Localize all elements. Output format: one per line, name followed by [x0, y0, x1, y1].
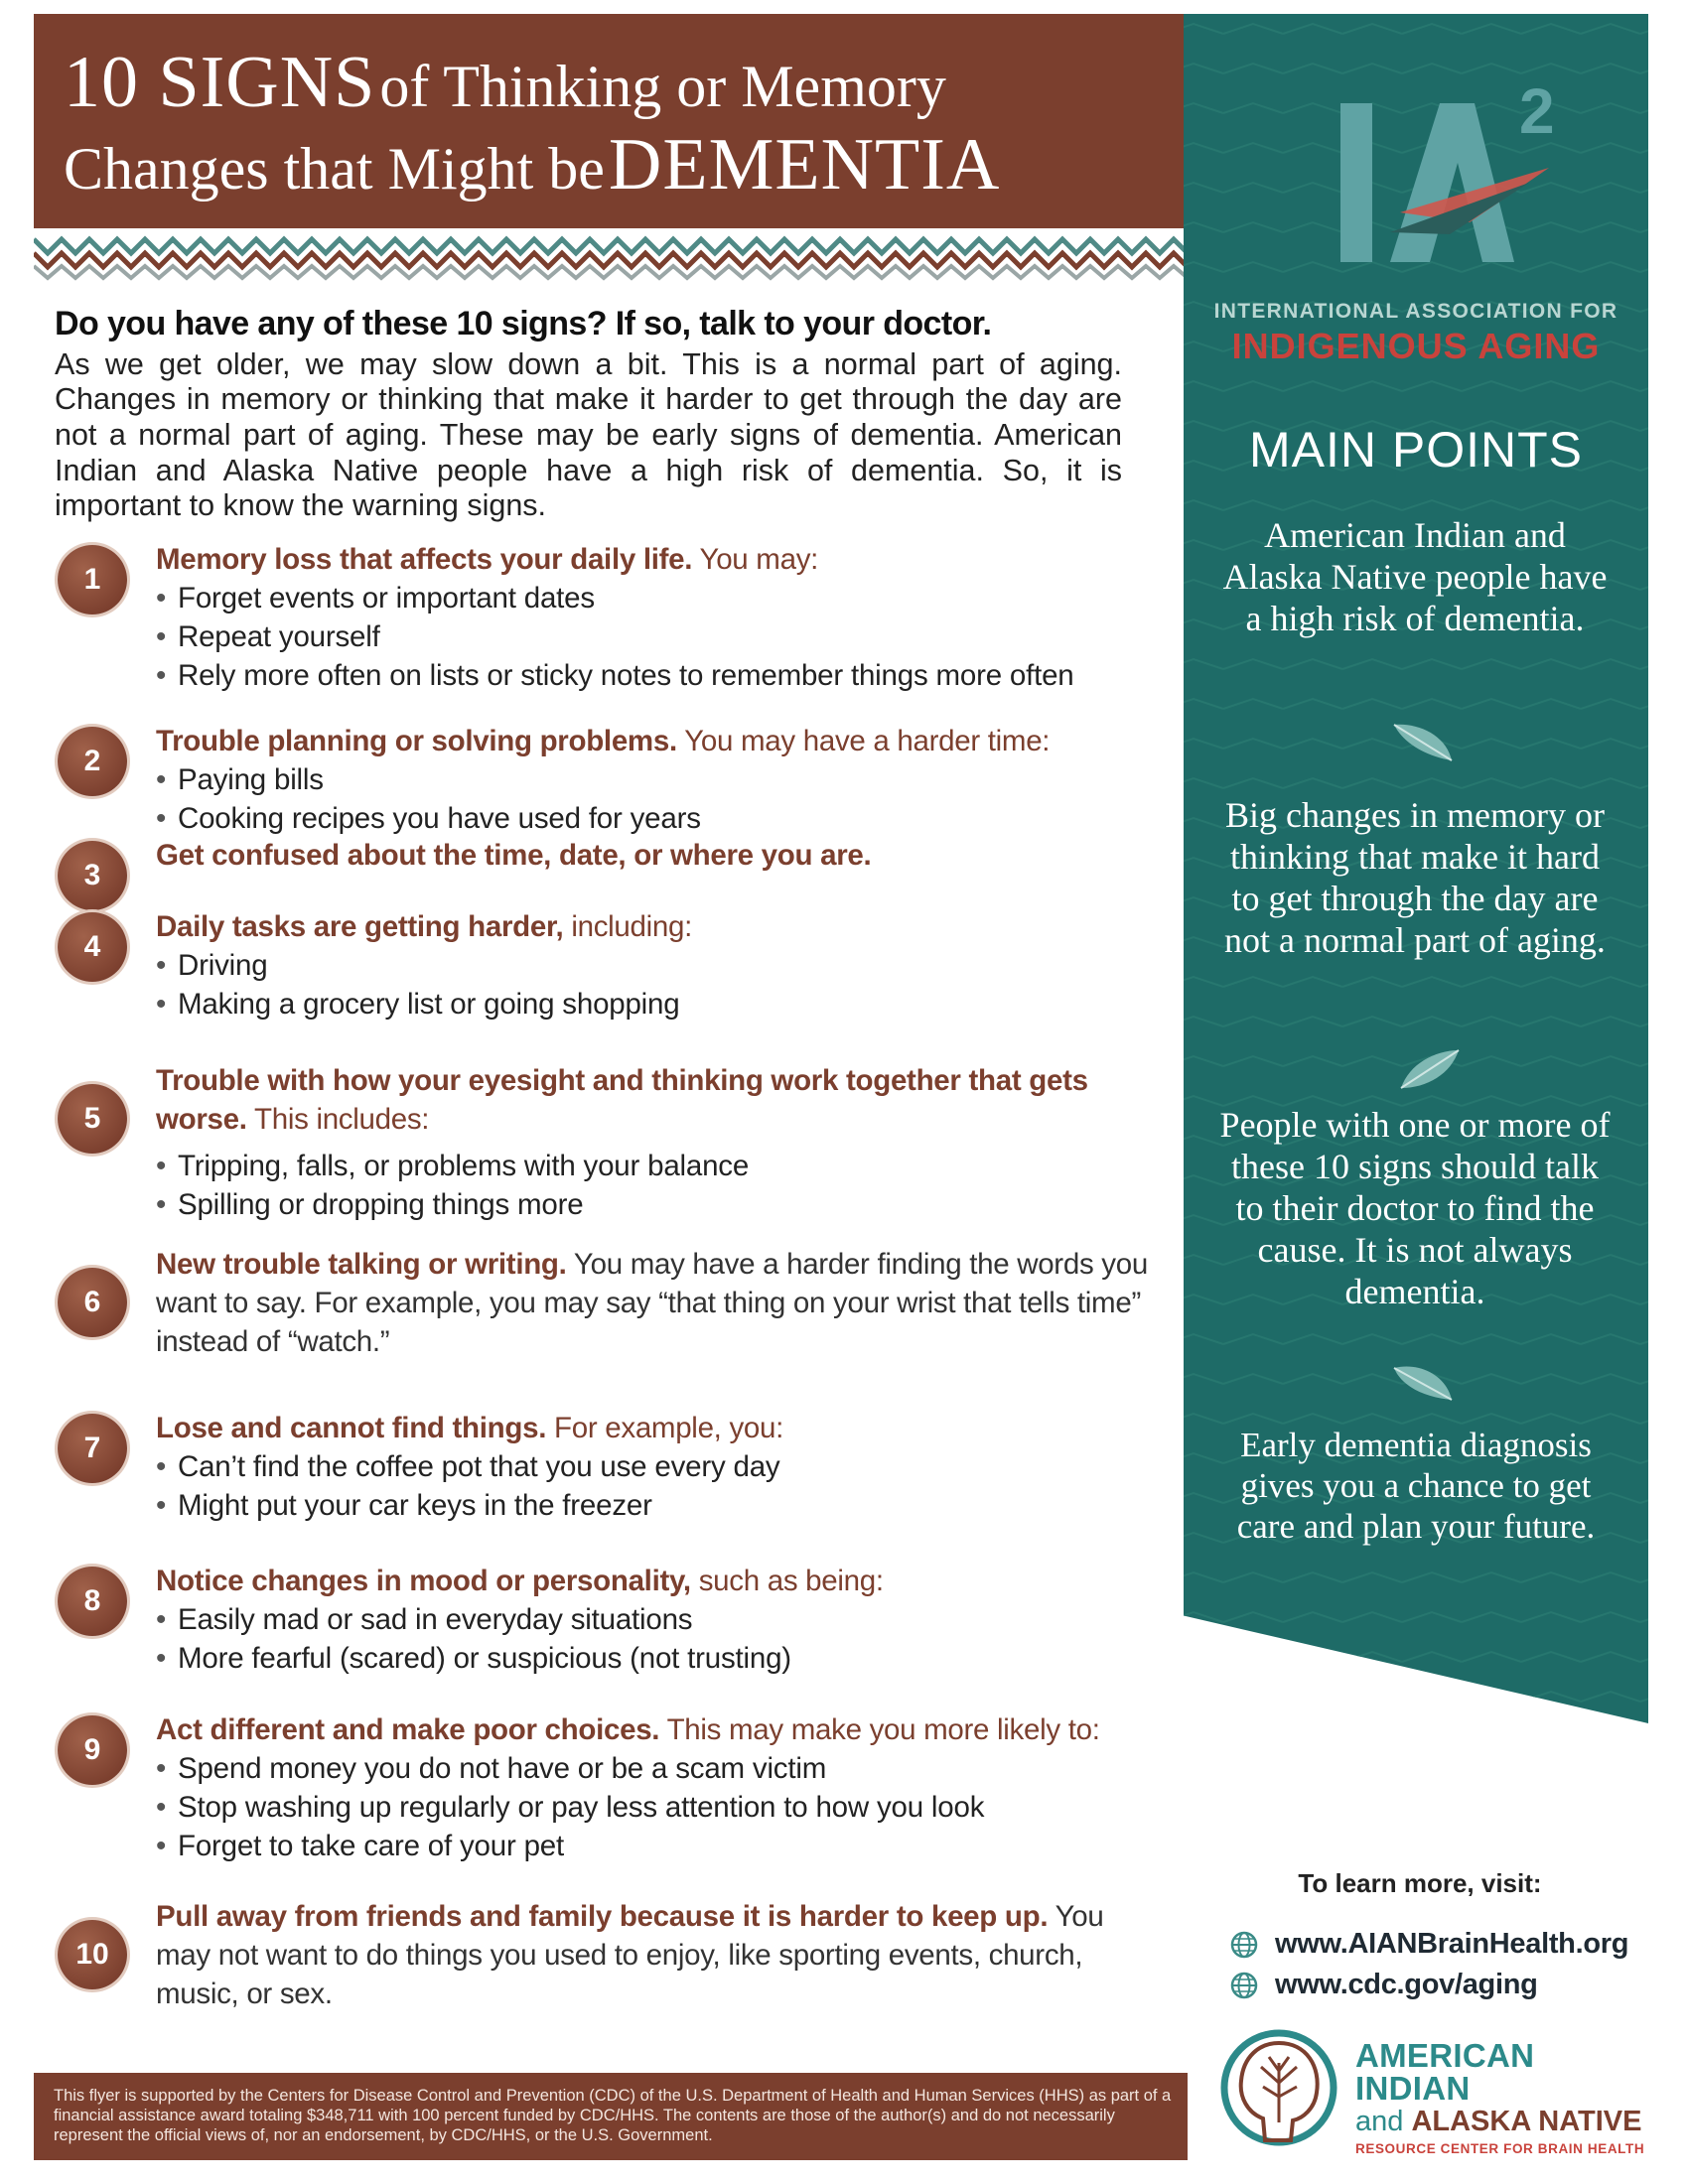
center-name-alaska: ALASKA NATIVE	[1411, 2106, 1642, 2137]
sign-bullet: • Cooking recipes you have used for years	[156, 800, 1160, 839]
title-emphasis-signs: 10 SIGNS	[64, 42, 376, 123]
sign-bullet: • Spend money you do not have or be a scam victim	[156, 1750, 1160, 1789]
center-name-line2	[1355, 2107, 1653, 2138]
sign-item	[58, 1898, 1160, 2014]
sign-lead	[156, 908, 1160, 947]
sign-bullet: • Might put your car keys in the freezer	[156, 1487, 1160, 1526]
sign-body	[156, 723, 1160, 839]
title-banner	[34, 14, 1188, 228]
sign-bullet: • Spilling or dropping things more	[156, 1186, 1160, 1225]
org-name	[1192, 300, 1640, 367]
sign-lead	[156, 837, 1160, 876]
sign-description: You may:	[692, 543, 819, 576]
sign-title: Pull away from friends and family because it is harder to keep up.	[156, 1900, 1049, 1933]
sign-description: You may have a harder finding the words you want to say. For example, you may say “that thing on your wrist that tells time” instead of “watch.”	[156, 1248, 1148, 1358]
main-point-1: American Indian and Alaska Native people have a high risk of dementia.	[1222, 515, 1608, 639]
title-line-1	[64, 42, 1154, 124]
sign-number-badge: 5	[58, 1084, 127, 1154]
sign-bullet: • Forget events or important dates	[156, 580, 1160, 618]
sign-number-badge: 4	[58, 912, 127, 982]
sign-bullet: • Forget to take care of your pet	[156, 1828, 1160, 1866]
sign-bullet: • Driving	[156, 947, 1160, 986]
sign-description: You may have a harder time:	[676, 725, 1051, 757]
center-name-line1: AMERICAN INDIAN	[1355, 2037, 1535, 2107]
brain-health-logo-icon	[1217, 2023, 1356, 2152]
sign-item	[58, 1246, 1160, 1362]
main-point-3: People with one or more of these 10 signs should talk to their doctor to find the cause. It is not always dementia.	[1219, 1105, 1611, 1312]
sign-body	[156, 1246, 1160, 1362]
sign-title: Get confused about the time, date, or where you are.	[156, 839, 872, 872]
sign-body	[156, 1898, 1160, 2014]
sign-number-badge: 6	[58, 1268, 127, 1337]
sign-bullet: • Paying bills	[156, 761, 1160, 800]
sign-number-badge: 2	[58, 727, 127, 796]
main-point-2: Big changes in memory or thinking that make it hard to get through the day are not a normal part of aging.	[1224, 795, 1606, 961]
sign-number-badge: 1	[58, 545, 127, 614]
sign-description: including:	[563, 910, 692, 943]
zigzag-divider	[34, 233, 1188, 283]
sign-number-badge: 10	[58, 1920, 127, 1989]
main-point-4: Early dementia diagnosis gives you a chance to get care and plan your future.	[1236, 1426, 1596, 1546]
sign-item	[58, 1410, 1160, 1526]
sign-item	[58, 1062, 1160, 1225]
intro-text: As we get older, we may slow down a bit. This is a normal part of aging. Changes in memory or thinking that make it harder to get through the day are not a normal part of aging. These may be early signs of dementia. American Indian and Alaska Native people have a high risk of dementia. So, it is important to know the warning signs.	[55, 346, 1122, 523]
sign-lead	[156, 1898, 1160, 2014]
sign-lead	[156, 1062, 1160, 1140]
sign-title: Daily tasks are getting harder,	[156, 910, 564, 943]
ia2-logo-icon	[1331, 64, 1569, 272]
sign-number-badge: 8	[58, 1567, 127, 1636]
sign-item	[58, 1711, 1160, 1866]
sign-lead	[156, 1246, 1160, 1362]
org-name-line1: INTERNATIONAL ASSOCIATION FOR	[1213, 300, 1618, 323]
sign-title: Lose and cannot find things.	[156, 1412, 547, 1444]
sign-body	[156, 1711, 1160, 1866]
sign-title: Notice changes in mood or personality,	[156, 1565, 691, 1597]
title-text-1: of Thinking or Memory	[379, 54, 946, 119]
sign-bullet: • Can’t find the coffee pot that you use every day	[156, 1448, 1160, 1487]
center-name-and: and	[1355, 2106, 1404, 2137]
sign-title: Memory loss that affects your daily life.	[156, 543, 693, 576]
globe-icon	[1229, 1971, 1259, 2000]
sign-bullet: • Repeat yourself	[156, 618, 1160, 657]
sign-title: Act different and make poor choices.	[156, 1713, 660, 1746]
sign-number-badge: 7	[58, 1414, 127, 1483]
sign-description: This may make you more likely to:	[659, 1713, 1100, 1746]
main-points-title: MAIN POINTS	[1248, 422, 1584, 478]
sign-title: Trouble with how your eyesight and thinking work together that gets worse.	[156, 1064, 1088, 1136]
feather-icon	[1395, 1044, 1465, 1094]
sign-description: You may not want to do things you used to enjoy, like sporting events, church, music, or sex.	[156, 1900, 1104, 2010]
funding-disclaimer: This flyer is supported by the Centers for Disease Control and Prevention (CDC) of the U.S. Department of Health and Human Services (HHS) as part of a financial assistance award totaling $348,711 with 100 percent funded by CDC/HHS. The contents are those of the author(s) and do not necessarily represent the official views of, nor an endorsement, by CDC/HHS, or the U.S. Government.	[34, 2073, 1188, 2160]
feather-icon	[1388, 1358, 1458, 1408]
link-text[interactable]: www.cdc.gov/aging	[1275, 1969, 1538, 2000]
sign-title: New trouble talking or writing.	[156, 1248, 567, 1281]
intro-section	[55, 303, 1122, 524]
sign-body	[156, 541, 1160, 696]
sign-bullet: • Easily mad or sad in everyday situations	[156, 1601, 1160, 1640]
sign-bullet: • Making a grocery list or going shopping	[156, 986, 1160, 1024]
sign-lead	[156, 723, 1160, 761]
link-aian-brain-health[interactable]	[1229, 1928, 1628, 1961]
sign-description: such as being:	[690, 1565, 884, 1597]
intro-heading: Do you have any of these 10 signs? If so, talk to your doctor.	[55, 305, 992, 342]
sign-bullet: • Tripping, falls, or problems with your balance	[156, 1148, 1160, 1186]
title-emphasis-dementia: DEMENTIA	[608, 123, 1001, 205]
sign-item	[58, 1563, 1160, 1679]
link-cdc-aging[interactable]	[1229, 1969, 1538, 2001]
sign-body	[156, 908, 1160, 1024]
sign-lead	[156, 1711, 1160, 1750]
sign-bullet: • Rely more often on lists or sticky notes to remember things more often	[156, 657, 1160, 696]
sign-lead	[156, 541, 1160, 580]
sign-lead	[156, 1410, 1160, 1448]
sign-description: This includes:	[246, 1102, 430, 1136]
sign-number-badge: 3	[58, 841, 127, 910]
sign-item	[58, 837, 1160, 891]
link-text[interactable]: www.AIANBrainHealth.org	[1275, 1928, 1629, 1960]
sign-number-badge: 9	[58, 1715, 127, 1785]
learn-more-title: To learn more, visit:	[1298, 1868, 1542, 1898]
sign-title: Trouble planning or solving problems.	[156, 725, 677, 757]
sign-item	[58, 541, 1160, 696]
sign-body	[156, 1563, 1160, 1679]
sign-body	[156, 1062, 1160, 1225]
brain-health-center-name	[1355, 2039, 1653, 2156]
title-line-2	[64, 124, 1154, 206]
sign-item	[58, 723, 1160, 839]
sign-bullet: • More fearful (scared) or suspicious (not trusting)	[156, 1640, 1160, 1679]
sign-body	[156, 1410, 1160, 1526]
sign-bullet: • Stop washing up regularly or pay less attention to how you look	[156, 1789, 1160, 1828]
sign-body	[156, 837, 1160, 876]
org-name-line2: INDIGENOUS AGING	[1231, 326, 1601, 366]
sign-lead	[156, 1563, 1160, 1601]
sign-item	[58, 908, 1160, 1024]
title-text-2: Changes that Might be	[64, 135, 605, 202]
feather-icon	[1388, 717, 1458, 766]
globe-icon	[1229, 1930, 1259, 1960]
sign-description: For example, you:	[546, 1412, 784, 1444]
logo-superscript: 2	[1519, 75, 1555, 147]
center-name-line3: RESOURCE CENTER FOR BRAIN HEALTH	[1355, 2140, 1645, 2156]
